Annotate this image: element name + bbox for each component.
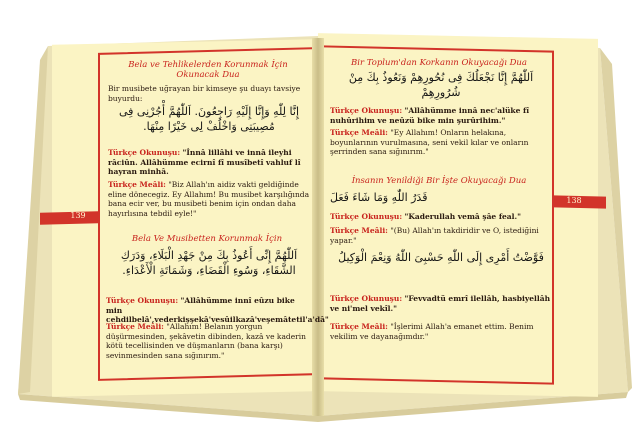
left-title-1: Bela ve Tehlikelerden Korunmak İçin Okunacak Dua: [128, 60, 288, 80]
right-meaning-3: Türkçe Meâli: "İşlerimi Allah'a emanet ettim. Benim vekilim ve dayanağımdır.": [330, 322, 534, 341]
left-title-2: Bela Ve Musibetten Korunmak İçin: [131, 234, 283, 244]
left-reading-1: Türkçe Okunuşu: "İnnâ lillâhi ve innâ ileyhi râciûn. Allâhümme ecirnî fî musîbetî vahluf lî hayran minhâ.: [108, 148, 301, 176]
left-meaning-1: Türkçe Meâli: "Biz Allah'ın aidiz vakti geldiğinde eline dönecegiz. Ey Allahım! Bu musibet karşılığında bana ecir ver, bu musibeti benim için ondan daha hayırlısına tebdil eyle!": [108, 180, 310, 218]
book-spine: [312, 38, 324, 416]
right-reading-3: Türkçe Okunuşu: "Fevvadtü emrî ilellâh, hasbiyellâh ve ni'mel vekîl.": [330, 294, 551, 313]
left-meaning-2: Türkçe Meâli: "Allahım! Belanın yorgun düşürmesinden, şekâvetin dibinden, kazâ ve kaderin kötü tecellisinden ve düşmanların (bana karşı) sevinmesinden sana sığınırım.": [106, 322, 306, 360]
left-arabic-1: إِنَّا لِلّٰهِ وَإِنَّا إِلَيْهِ رَاجِعُونَ. اَللّٰهُمَّ أْجُرْنِى فِى مُصِيبَتِى وَاخْلُفْ لِى خَيْرًا مِنْهَا.: [119, 105, 299, 133]
right-meaning-1: Türkçe Meâli: "Ey Allahım! Onların helakına, boyunlarının vurulmasına, seni vekil kılar ve onların şerrinden sana sığınırım.": [330, 128, 529, 156]
right-reading-1: Türkçe Okunuşu: "Allâhümme innâ nec'alüke fî nuhûrihim ve neûzü bike min şurûrihim.": [330, 106, 530, 125]
left-arabic-2: اَللّٰهُمَّ إِنِّى أَعُوذُ بِكَ مِنْ جَهْدِ الْبَلَاءِ، وَدَرَكِ الشَّقَاءِ، وَسُوءِ الْقَضَاءِ، وَشَمَاتَةِ الْأَعْدَاءِ.: [120, 249, 298, 277]
left-reading-2: Türkçe Okunuşu: "Allâhümme innî eûzu bike min cehdilbelâ',vederkişşekâ'vesûilkazâ'veşemâtetil'a'dâ": [106, 296, 329, 324]
right-arabic-1: اَللّٰهُمَّ إِنَّا نَجْعَلُكَ فِى نُحُورِهِمْ وَنَعُوذُ بِكَ مِنْ شُرُورِهِمْ: [348, 71, 534, 99]
right-arabic-2: قَدَرُ اللّٰهِ وَمَا شَاءَ فَعَلَ: [330, 191, 428, 204]
right-reading-2: Türkçe Okunuşu: "Kaderullah vemâ şâe feal.": [330, 212, 522, 221]
right-title-2: İnsanın Yenildiği Bir İşte Okuyacağı Dua: [351, 176, 527, 186]
right-title-1: Bir Toplum'dan Korkanın Okuyacağı Dua: [351, 58, 527, 68]
left-intro: Bir musibete uğrayan bir kimseye şu duayı tavsiye buyurdu:: [108, 84, 301, 103]
right-meaning-2: Türkçe Meâli: "(Bu) Allah'ın takdiridir ve O, istediğini yapar.": [330, 226, 539, 245]
right-page-number: 138: [566, 196, 582, 205]
right-arabic-3: فَوَّضْتُ أَمْرِى إِلَى اللّٰهِ حَسْبِىَ اللّٰهُ وَنِعْمَ الْوَكِيلُ: [338, 251, 544, 264]
left-page-number: 139: [70, 211, 86, 220]
